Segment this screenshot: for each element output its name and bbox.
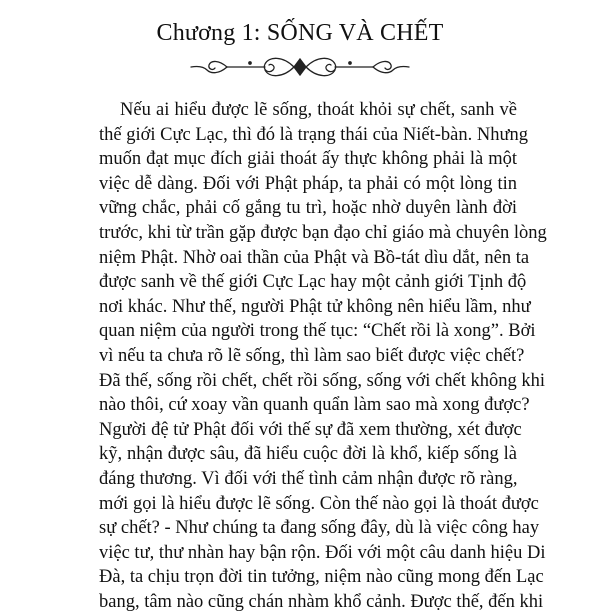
- text-line: niệm Phật. Nhờ oai thần của Phật và Bồ-tát dìu dắt, nên ta: [99, 247, 530, 268]
- text-line: kỹ, nhận được sâu, đã hiểu cuộc đời là khổ, kiếp sống là: [99, 444, 517, 465]
- text-line: muốn đạt mục đích giải thoát ấy thực không phải là một: [99, 149, 517, 170]
- text-line: nào thôi, cứ xoay vần quanh quẩn làm sao mà xong được?: [99, 395, 530, 416]
- text-line: trước, khi từ trần gặp được bạn đạo chỉ giáo mà chuyên lòng: [99, 222, 547, 243]
- text-line: nơi khác. Như thế, người Phật tử không nên hiểu lầm, như: [99, 296, 531, 317]
- text-line: vững chắc, phải cố gắng tu trì, hoặc nhờ duyên lành đời: [99, 198, 517, 219]
- text-line: bang, tâm nào cũng chán nhàm khổ cảnh. Được thế, đến khi: [99, 591, 544, 612]
- text-line: việc dễ dàng. Đối với Phật pháp, ta phải có một lòng tin: [99, 173, 517, 194]
- text-line: quan niệm của người trong thế tục: “Chết rồi là xong”. Bởi: [99, 321, 536, 342]
- text-line: Người đệ tử Phật đối với thế sự đã xem thường, xét được: [99, 419, 522, 440]
- text-line: mới gọi là hiểu được lẽ sống. Còn thế nào gọi là thoát được: [99, 493, 539, 514]
- text-line: đáng thương. Vì đối với thế tình cảm nhận được rõ ràng,: [99, 468, 518, 489]
- text-line: sự chết? - Như chúng ta đang sống đây, dù là việc công hay: [99, 518, 540, 539]
- text-line: Đà, ta chịu trọn đời tin tưởng, niệm nào cũng mong đến Lạc: [99, 567, 544, 588]
- flourish-divider-icon: [185, 52, 415, 82]
- text-line: Nếu ai hiểu được lẽ sống, thoát khỏi sự chết, sanh về: [120, 100, 517, 120]
- text-line: được sanh về thế giới Cực Lạc hay một cảnh giới Tịnh độ: [99, 272, 527, 293]
- text-line: việc tư, thư nhàn hay bận rộn. Đối với một câu danh hiệu Di: [99, 542, 546, 563]
- chapter-title: Chương 1: SỐNG VÀ CHẾT: [156, 20, 444, 46]
- text-line: thế giới Cực Lạc, thì đó là trạng thái của Niết-bàn. Nhưng: [99, 124, 529, 145]
- text-line: vì nếu ta chưa rõ lẽ sống, thì làm sao biết được việc chết?: [99, 345, 525, 366]
- chapter-body: [99, 98, 547, 614]
- text-line: Đã thế, sống rồi chết, chết rồi sống, sống với chết không khi: [99, 370, 545, 391]
